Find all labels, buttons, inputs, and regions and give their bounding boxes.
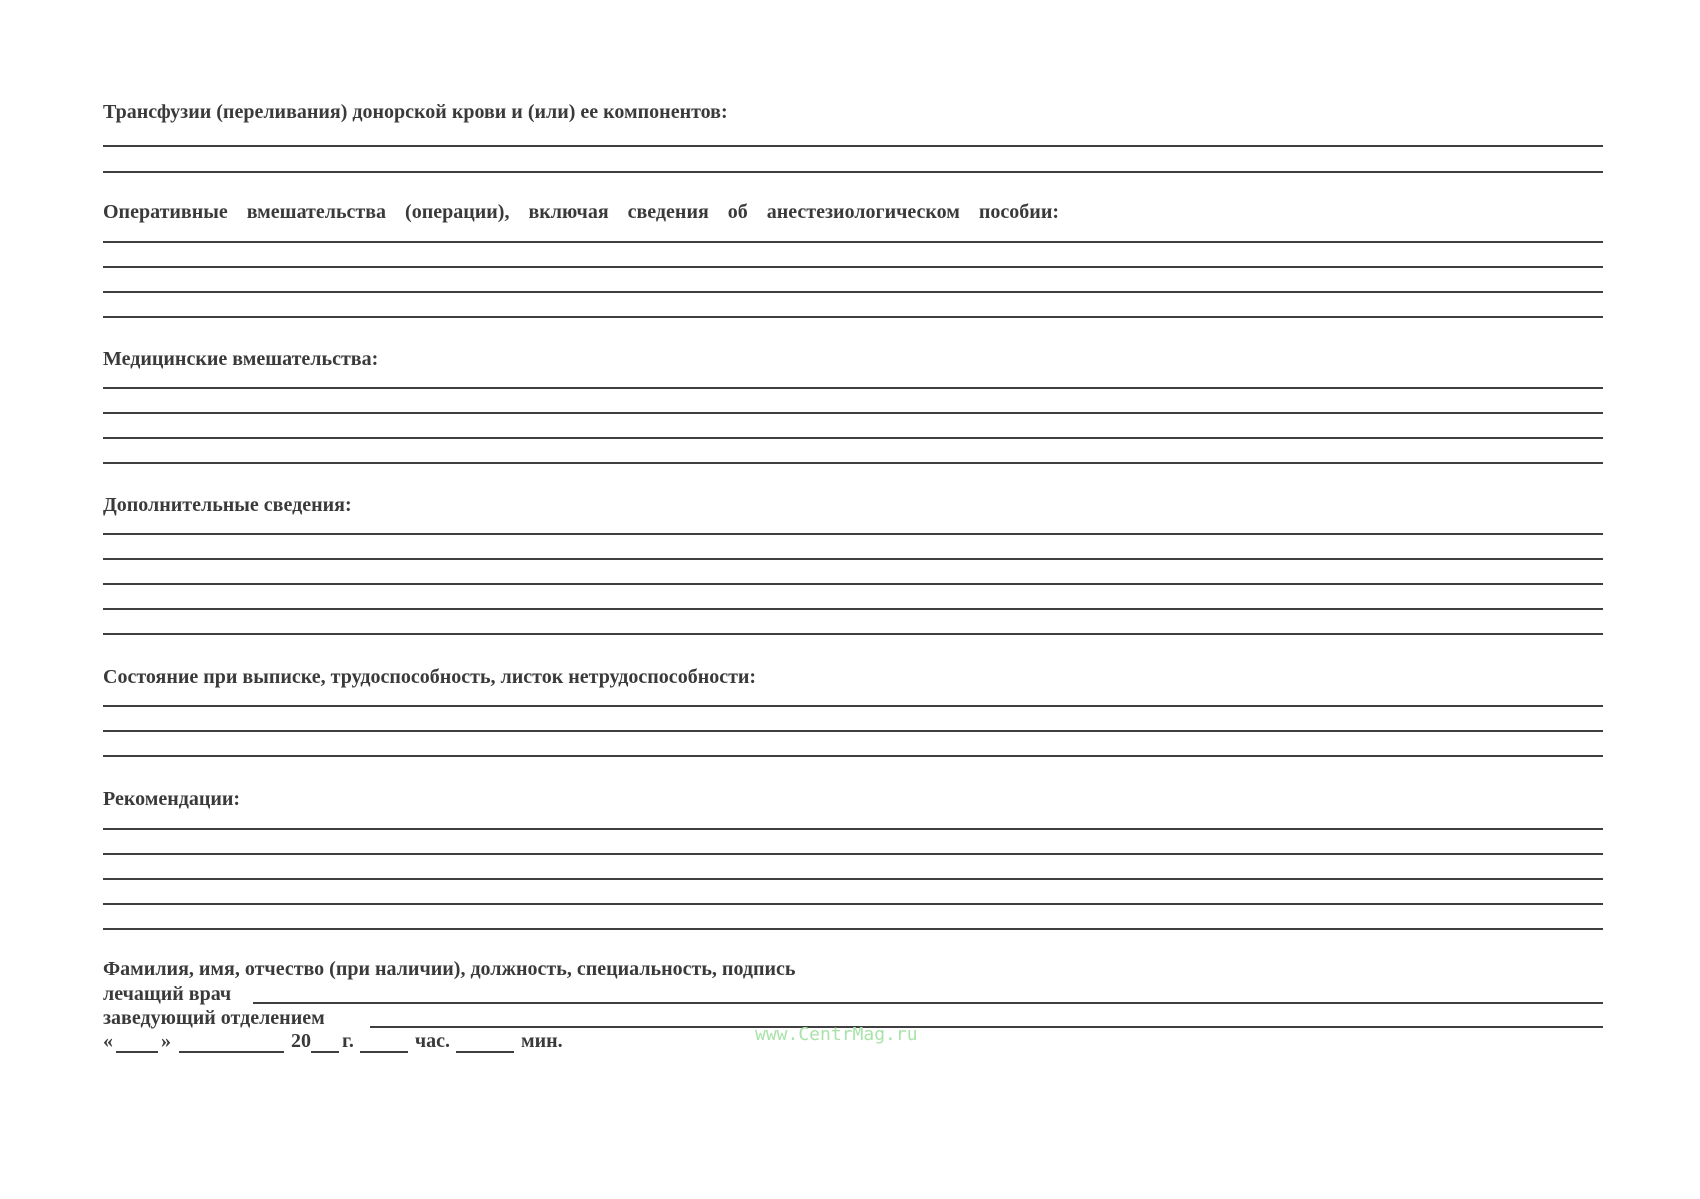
entry-line[interactable]: [103, 558, 1603, 560]
entry-line[interactable]: [103, 633, 1603, 635]
entry-line[interactable]: [103, 145, 1603, 147]
watermark-text: www.CentrMag.ru: [755, 1024, 918, 1045]
entry-line[interactable]: [103, 928, 1603, 930]
entry-line[interactable]: [103, 828, 1603, 830]
entry-line[interactable]: [103, 412, 1603, 414]
attending-physician-signature-line[interactable]: [253, 1002, 1603, 1004]
section-label-operations: Оперативные вмешательства (операции), включая сведения об анестезиологическом пособии:: [103, 201, 1060, 223]
entry-line[interactable]: [103, 878, 1603, 880]
department-head-signature-line[interactable]: [370, 1026, 1603, 1028]
day-field[interactable]: [116, 1033, 158, 1053]
department-head-label: заведующий отделением: [103, 1007, 325, 1029]
section-label-discharge-condition: Состояние при выписке, трудоспособность, листок нетрудоспособности:: [103, 666, 757, 688]
year-prefix: 20: [291, 1030, 311, 1052]
entry-line[interactable]: [103, 583, 1603, 585]
year-field[interactable]: [311, 1033, 339, 1053]
open-quote: «: [103, 1030, 113, 1052]
hours-label: час.: [414, 1030, 450, 1052]
entry-line[interactable]: [103, 730, 1603, 732]
minutes-label: мин.: [520, 1030, 563, 1052]
entry-line[interactable]: [103, 291, 1603, 293]
year-suffix: г.: [342, 1030, 354, 1052]
entry-line[interactable]: [103, 533, 1603, 535]
entry-line[interactable]: [103, 437, 1603, 439]
month-field[interactable]: [179, 1033, 284, 1053]
entry-line[interactable]: [103, 462, 1603, 464]
entry-line[interactable]: [103, 171, 1603, 173]
section-label-additional-info: Дополнительные сведения:: [103, 494, 352, 516]
minutes-field[interactable]: [456, 1033, 514, 1053]
entry-line[interactable]: [103, 853, 1603, 855]
entry-line[interactable]: [103, 705, 1603, 707]
entry-line[interactable]: [103, 266, 1603, 268]
entry-line[interactable]: [103, 903, 1603, 905]
entry-line[interactable]: [103, 316, 1603, 318]
close-quote: »: [161, 1030, 171, 1052]
section-label-medical-interventions: Медицинские вмешательства:: [103, 348, 379, 370]
entry-line[interactable]: [103, 387, 1603, 389]
entry-line[interactable]: [103, 608, 1603, 610]
section-label-transfusions: Трансфузии (переливания) донорской крови и (или) ее компонентов:: [103, 101, 728, 123]
hours-field[interactable]: [360, 1033, 408, 1053]
entry-line[interactable]: [103, 755, 1603, 757]
attending-physician-label: лечащий врач: [103, 983, 232, 1005]
entry-line[interactable]: [103, 241, 1603, 243]
date-time-line: [103, 1029, 563, 1053]
signature-heading: Фамилия, имя, отчество (при наличии), должность, специальность, подпись: [103, 958, 796, 980]
section-label-recommendations: Рекомендации:: [103, 788, 241, 810]
